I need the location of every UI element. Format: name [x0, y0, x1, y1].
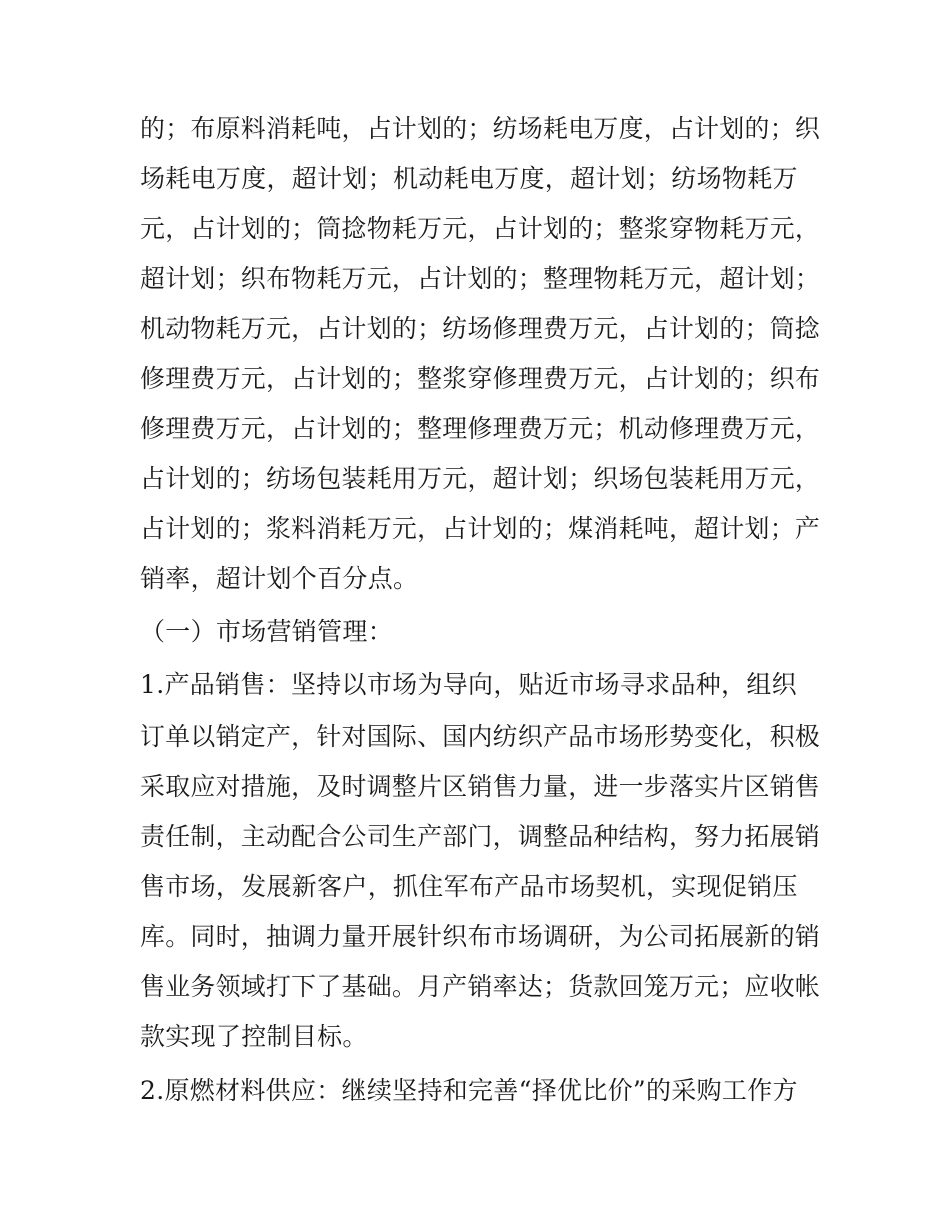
text-line: 售业务领域打下了基础。月产销率达；货款回笼万元；应收帐 [140, 972, 821, 1001]
text-line: 场耗电万度，超计划；机动耗电万度，超计划；纺场物耗万 [140, 164, 798, 193]
section-heading: （一）市场营销管理： [140, 617, 394, 646]
text-line: 销率，超计划个百分点。 [140, 564, 419, 593]
text-line: 采取应对措施，及时调整片区销售力量，进一步落实片区销售 [140, 772, 821, 801]
text-line: 修理费万元，占计划的；整理修理费万元；机动修理费万元， [140, 414, 821, 443]
text-line: 的；布原料消耗吨，占计划的；纺场耗电万度，占计划的；织 [140, 114, 821, 143]
text-line: 占计划的；纺场包装耗用万元，超计划；织场包装耗用万元， [140, 464, 821, 493]
text-line: 机动物耗万元，占计划的；纺场修理费万元，占计划的；筒捻 [140, 314, 821, 343]
text-line: 元，占计划的；筒捻物耗万元，占计划的；整浆穿物耗万元， [140, 214, 821, 243]
text-line: 款实现了控制目标。 [140, 1022, 368, 1051]
text-line: 修理费万元，占计划的；整浆穿修理费万元，占计划的；织布 [140, 364, 821, 393]
text-line: 订单以销定产，针对国际、国内纺织产品市场形势变化，积极 [140, 722, 821, 751]
text-line: 超计划；织布物耗万元，占计划的；整理物耗万元，超计划； [140, 264, 821, 293]
text-line: 占计划的；浆料消耗万元，占计划的；煤消耗吨，超计划；产 [140, 514, 821, 543]
text-line: 库。同时，抽调力量开展针织布市场调研，为公司拓展新的销 [140, 922, 821, 951]
text-line: 售市场，发展新客户，抓住军布产品市场契机，实现促销压 [140, 872, 798, 901]
text-line: 责任制，主动配合公司生产部门，调整品种结构，努力拓展销 [140, 822, 821, 851]
text-line: 2.原燃材料供应：继续坚持和完善“择优比价”的采购工作方 [140, 1076, 798, 1105]
text-line: 1.产品销售：坚持以市场为导向，贴近市场寻求品种，组织 [140, 670, 797, 699]
